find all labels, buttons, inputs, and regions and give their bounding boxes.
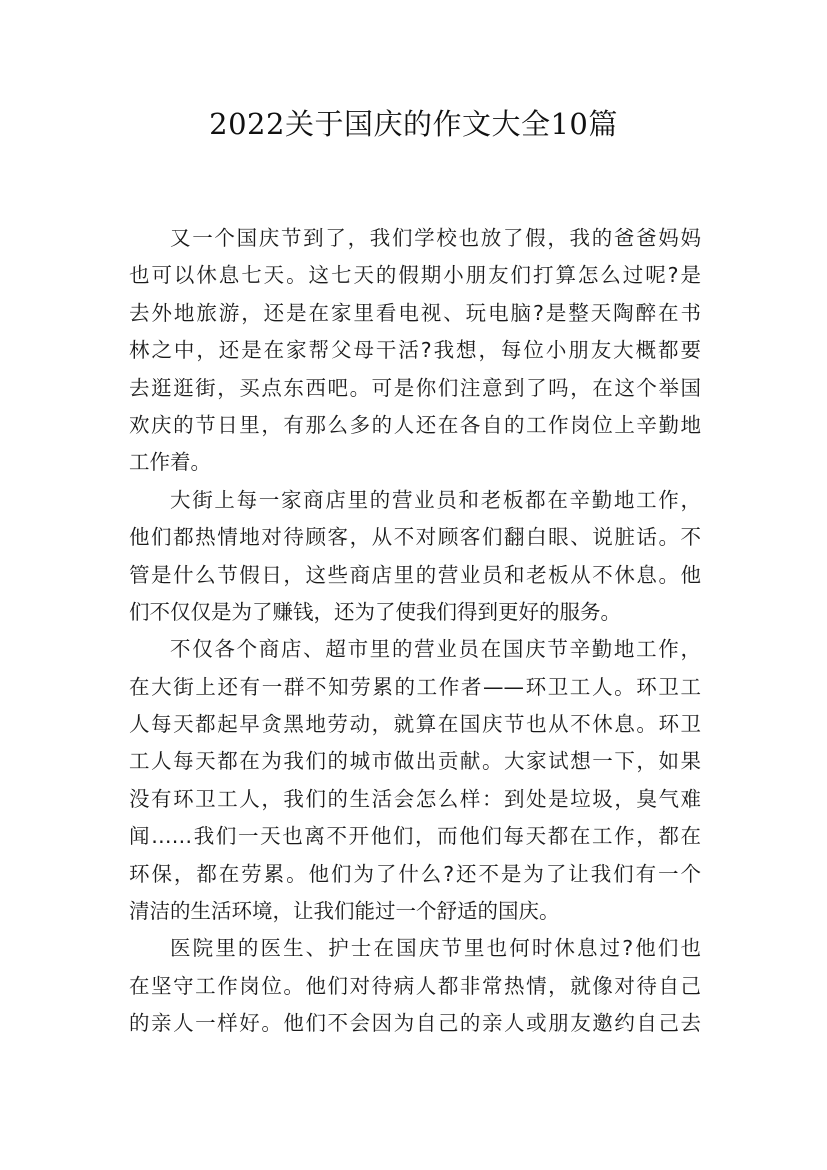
text-line: 欢庆的节日里，有那么多的人还在各自的工作岗位上辛勤地 [129, 412, 701, 437]
text-line: 他们都热情地对待顾客，从不对顾客们翻白眼、说脏话。不 [129, 525, 701, 550]
text-line: 去外地旅游，还是在家里看电视、玩电脑?是整天陶醉在书 [129, 300, 701, 325]
document-body [129, 220, 701, 1043]
text-line: 工作着。 [129, 450, 211, 475]
text-line: 人每天都起早贪黑地劳动，就算在国庆节也从不休息。环卫 [129, 712, 701, 737]
text-line: 没有环卫工人，我们的生活会怎么样：到处是垃圾，臭气难 [129, 786, 701, 811]
text-line: 又一个国庆节到了，我们学校也放了假，我的爸爸妈妈 [170, 226, 701, 250]
text-line: 林之中，还是在家帮父母干活?我想，每位小朋友大概都要 [129, 338, 701, 363]
paragraph [129, 930, 701, 1042]
text-line: 在大街上还有一群不知劳累的工作者——环卫工人。环卫工 [129, 674, 701, 699]
text-line: 医院里的医生、护士在国庆节里也何时休息过?他们也 [170, 936, 701, 961]
text-line: 管是什么节假日，这些商店里的营业员和老板从不休息。他 [129, 562, 701, 587]
paragraph [129, 220, 701, 482]
paragraph [129, 631, 701, 930]
text-line: 的亲人一样好。他们不会因为自己的亲人或朋友邀约自己去 [129, 1011, 701, 1036]
text-line: 环保，都在劳累。他们为了什么?还不是为了让我们有一个 [129, 861, 701, 886]
paragraph [129, 482, 701, 632]
text-line: 在坚守工作岗位。他们对待病人都非常热情，就像对待自己 [129, 973, 701, 998]
text-line: 清洁的生活环境，让我们能过一个舒适的国庆。 [129, 899, 560, 924]
text-line: 不仅各个商店、超市里的营业员在国庆节辛勤地工作， [170, 637, 701, 662]
document-title: 2022关于国庆的作文大全10篇 [209, 107, 618, 141]
text-line: 工人每天都在为我们的城市做出贡献。大家试想一下，如果 [129, 749, 701, 774]
text-line: 也可以休息七天。这七天的假期小朋友们打算怎么过呢?是 [129, 263, 701, 288]
text-line: 去逛逛街，买点东西吧。可是你们注意到了吗，在这个举国 [129, 375, 701, 400]
text-line: 们不仅仅是为了赚钱，还为了使我们得到更好的服务。 [129, 599, 621, 624]
text-line: 大街上每一家商店里的营业员和老板都在辛勤地工作， [170, 487, 701, 512]
text-line: 闻……我们一天也离不开他们，而他们每天都在工作，都在 [129, 824, 701, 849]
